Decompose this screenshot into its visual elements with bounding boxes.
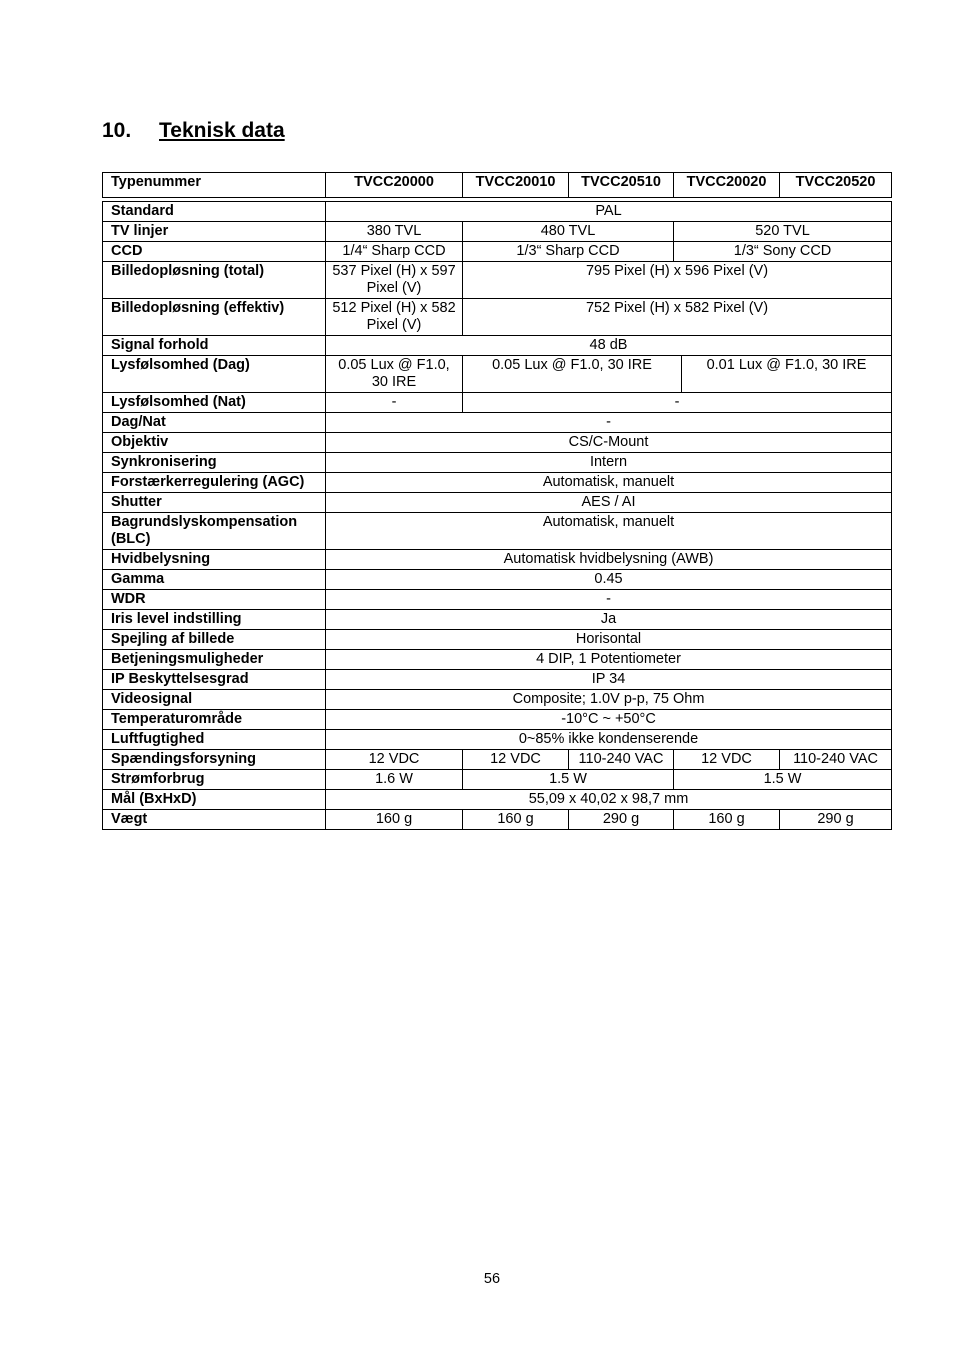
row-blc: [103, 513, 892, 550]
row-value: 0.01 Lux @ F1.0, 30 IRE: [682, 356, 892, 393]
row-synk: [103, 453, 892, 473]
model-tvcc20010: TVCC20010: [463, 173, 569, 198]
row-ccd: [103, 242, 892, 262]
row-label: IP Beskyttelsesgrad: [103, 670, 326, 690]
row-luft: [103, 730, 892, 750]
row-label: Temperaturområde: [103, 710, 326, 730]
row-label: Bagrundslyskompensation (BLC): [103, 513, 326, 550]
row-gamma: [103, 570, 892, 590]
row-value: 110-240 VAC: [780, 750, 892, 770]
page-number: 56: [483, 1271, 501, 1287]
row-value: 290 g: [569, 810, 674, 830]
row-value: 0.45: [326, 570, 892, 590]
row-agc: [103, 473, 892, 493]
row-label: Luftfugtighed: [103, 730, 326, 750]
row-value: Automatisk hvidbelysning (AWB): [326, 550, 892, 570]
header-row: [103, 173, 892, 198]
row-dag-nat: [103, 413, 892, 433]
row-value: 48 dB: [326, 336, 892, 356]
row-vaegt: [103, 810, 892, 830]
row-label: Dag/Nat: [103, 413, 326, 433]
row-wdr: [103, 590, 892, 610]
row-value: 512 Pixel (H) x 582 Pixel (V): [326, 299, 463, 336]
header-label: Typenummer: [103, 173, 326, 198]
model-tvcc20020: TVCC20020: [674, 173, 780, 198]
row-value: -10°C ~ +50°C: [326, 710, 892, 730]
row-label: Synkronisering: [103, 453, 326, 473]
row-value: -: [326, 590, 892, 610]
row-value: Composite; 1.0V p-p, 75 Ohm: [326, 690, 892, 710]
row-hvid: [103, 550, 892, 570]
row-value: Automatisk, manuelt: [326, 513, 892, 550]
row-label: Vægt: [103, 810, 326, 830]
row-label: Hvidbelysning: [103, 550, 326, 570]
row-value: 160 g: [674, 810, 780, 830]
row-value: 110-240 VAC: [569, 750, 674, 770]
row-value: AES / AI: [326, 493, 892, 513]
row-value: 290 g: [780, 810, 892, 830]
row-value: 55,09 x 40,02 x 98,7 mm: [326, 790, 892, 810]
row-billed-total: [103, 262, 892, 299]
row-value: -: [326, 393, 463, 413]
row-temp: [103, 710, 892, 730]
row-standard: [103, 202, 892, 222]
row-label: WDR: [103, 590, 326, 610]
row-value: Ja: [326, 610, 892, 630]
row-value: -: [326, 413, 892, 433]
row-billed-effektiv: [103, 299, 892, 336]
row-value: -: [463, 393, 892, 413]
row-value: 1/3“ Sony CCD: [674, 242, 892, 262]
row-label: Spejling af billede: [103, 630, 326, 650]
row-tv-linjer: [103, 222, 892, 242]
section-heading: [102, 119, 285, 143]
model-tvcc20000: TVCC20000: [326, 173, 463, 198]
row-value: 0.05 Lux @ F1.0, 30 IRE: [463, 356, 682, 393]
row-value: 537 Pixel (H) x 597 Pixel (V): [326, 262, 463, 299]
row-spaending: [103, 750, 892, 770]
row-value: 752 Pixel (H) x 582 Pixel (V): [463, 299, 892, 336]
row-label: CCD: [103, 242, 326, 262]
section-title: Teknisk data: [159, 119, 285, 142]
row-value: 480 TVL: [463, 222, 674, 242]
row-value: 4 DIP, 1 Potentiometer: [326, 650, 892, 670]
row-value: 12 VDC: [674, 750, 780, 770]
row-strom: [103, 770, 892, 790]
row-value: 12 VDC: [326, 750, 463, 770]
row-value: 0~85% ikke kondenserende: [326, 730, 892, 750]
row-value: 1/4“ Sharp CCD: [326, 242, 463, 262]
row-value: IP 34: [326, 670, 892, 690]
row-label: Forstærkerregulering (AGC): [103, 473, 326, 493]
row-iris: [103, 610, 892, 630]
row-value: 160 g: [463, 810, 569, 830]
row-value: Horisontal: [326, 630, 892, 650]
row-value: 1.5 W: [674, 770, 892, 790]
row-label: Lysfølsomhed (Dag): [103, 356, 326, 393]
row-value: 0.05 Lux @ F1.0, 30 IRE: [326, 356, 463, 393]
row-label: Strømforbrug: [103, 770, 326, 790]
section-number: 10.: [102, 119, 132, 142]
row-value: 1/3“ Sharp CCD: [463, 242, 674, 262]
row-label: Lysfølsomhed (Nat): [103, 393, 326, 413]
model-tvcc20510: TVCC20510: [569, 173, 674, 198]
row-label: Iris level indstilling: [103, 610, 326, 630]
row-ip: [103, 670, 892, 690]
row-maal: [103, 790, 892, 810]
row-label: Mål (BxHxD): [103, 790, 326, 810]
row-label: Betjeningsmuligheder: [103, 650, 326, 670]
row-value: 1.6 W: [326, 770, 463, 790]
row-spejling: [103, 630, 892, 650]
row-label: Gamma: [103, 570, 326, 590]
row-label: Standard: [103, 202, 326, 222]
row-signal: [103, 336, 892, 356]
spec-table: [102, 172, 892, 830]
row-lys-nat: [103, 393, 892, 413]
row-label: Objektiv: [103, 433, 326, 453]
row-value: 520 TVL: [674, 222, 892, 242]
row-value: Intern: [326, 453, 892, 473]
row-label: Videosignal: [103, 690, 326, 710]
row-value: PAL: [326, 202, 892, 222]
row-label: Signal forhold: [103, 336, 326, 356]
row-value: 1.5 W: [463, 770, 674, 790]
row-video: [103, 690, 892, 710]
model-tvcc20520: TVCC20520: [780, 173, 892, 198]
row-label: Billedopløsning (total): [103, 262, 326, 299]
row-value: 795 Pixel (H) x 596 Pixel (V): [463, 262, 892, 299]
row-value: 160 g: [326, 810, 463, 830]
row-label: Billedopløsning (effektiv): [103, 299, 326, 336]
row-value: 12 VDC: [463, 750, 569, 770]
row-betjening: [103, 650, 892, 670]
row-shutter: [103, 493, 892, 513]
row-label: Shutter: [103, 493, 326, 513]
row-lys-dag: [103, 356, 892, 393]
row-value: CS/C-Mount: [326, 433, 892, 453]
row-value: Automatisk, manuelt: [326, 473, 892, 493]
row-objektiv: [103, 433, 892, 453]
row-label: Spændingsforsyning: [103, 750, 326, 770]
row-label: TV linjer: [103, 222, 326, 242]
row-value: 380 TVL: [326, 222, 463, 242]
